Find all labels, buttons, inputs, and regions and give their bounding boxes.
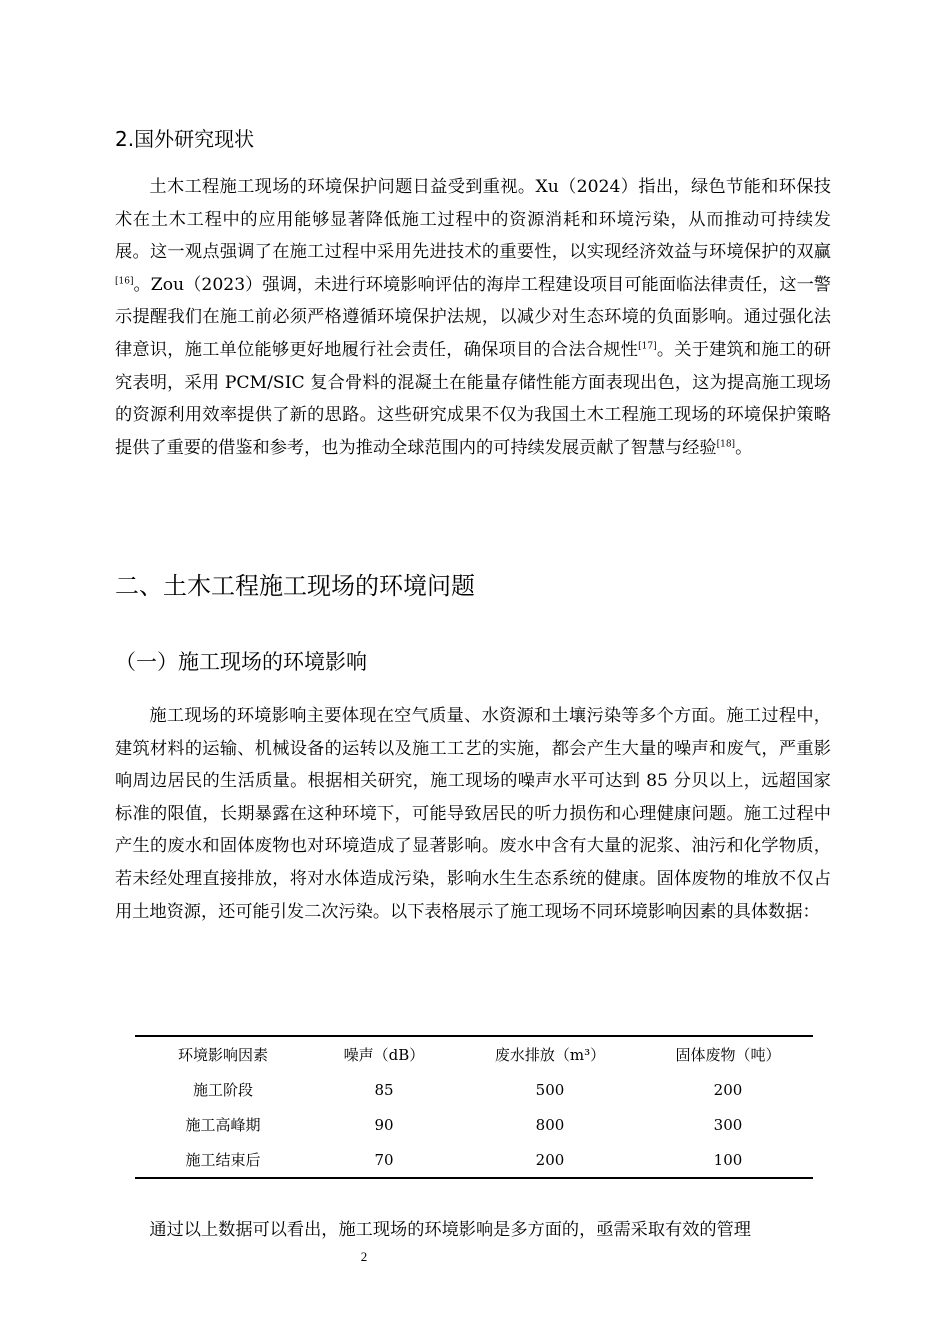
table-header-cell: 固体废物（吨）: [675, 1046, 781, 1064]
table-cell: 200: [535, 1150, 565, 1169]
table-cell: 90: [374, 1115, 394, 1134]
table-cell: 施工阶段: [192, 1081, 253, 1099]
paragraph-environment-impact: 施工现场的环境影响主要体现在空气质量、水资源和土壤污染等多个方面。施工过程中，建筑材料的运输、机械设备的运转以及施工工艺的实施，都会产生大量的噪声和废气，严重影响周边居民的生活质量。根据相关研究，施工现场的噪声水平可达到 85 分贝以上，远超国家标准的限值，长期暴露在这种环境下，可能导致居民的听力损伤和心理健康问题。施工过程中产生的废水和固体废物也对环境造成了显著影响。废水中含有大量的泥浆、油污和化学物质，若未经处理直接排放，将对水体造成污染，影响水生生态系统的健康。固体废物的堆放不仅占用土地资源，还可能引发二次污染。以下表格展示了施工现场不同环境影响因素的具体数据：: [115, 706, 831, 922]
impact-data-table: [135, 1035, 813, 1179]
table-cell: 200: [713, 1080, 743, 1099]
paragraph-text: 土木工程施工现场的环境保护问题日益受到重视。Xu（2024）指出，绿色节能和环保技术在土木工程中的应用能够显著降低施工过程中的资源消耗和环境污染，从而推动可持续发展。这一观点强调了在施工过程中采用先进技术的重要性，以实现经济效益与环境保护的双赢: [115, 177, 831, 263]
citation-ref: [18]: [716, 439, 736, 450]
table-cell: 70: [374, 1150, 394, 1169]
table-cell: 300: [713, 1115, 743, 1134]
table-header-row: [135, 1037, 813, 1072]
table-cell: 施工结束后: [185, 1151, 261, 1169]
table-cell: 800: [535, 1115, 565, 1134]
citation-ref: [17]: [638, 341, 657, 352]
paragraph-intl-research: [115, 171, 831, 464]
paragraph-text: 。: [735, 437, 753, 458]
table-row: [135, 1142, 813, 1177]
table-row: [135, 1072, 813, 1107]
section-heading-intl: 2.国外研究现状: [115, 127, 255, 151]
table-cell: 施工高峰期: [185, 1116, 261, 1134]
table-cell: 500: [535, 1080, 565, 1099]
citation-ref: [16]: [115, 276, 134, 287]
paragraph-closing: 通过以上数据可以看出，施工现场的环境影响是多方面的，亟需采取有效的管理: [149, 1220, 751, 1240]
table-header-cell: 环境影响因素: [177, 1046, 268, 1064]
table-row: [135, 1107, 813, 1142]
table-header-cell: 噪声（dB）: [343, 1046, 425, 1064]
page-number: 2: [360, 1249, 368, 1264]
paragraph-text: 。关于建筑和施工的研究表明，采用 PCM/SIC 复合骨料的混凝土在能量存储性能方面表现出色，这为提高施工现场的资源利用效率提供了新的思路。这些研究成果不仅为我国土木工程施工现场的环境保护策略提供了重要的借鉴和参考，也为推动全球范围内的可持续发展贡献了智慧与经验: [115, 339, 831, 458]
chapter-heading: 二、土木工程施工现场的环境问题: [115, 572, 475, 600]
paragraph-text: 。Zou（2023）强调，未进行环境影响评估的海岸工程建设项目可能面临法律责任，这一警示提醒我们在施工前必须严格遵循环境保护法规，以减少对生态环境的负面影响。通过强化法律意识，施工单位能够更好地履行社会责任，确保项目的合法合规性: [115, 274, 831, 360]
table-cell: 85: [374, 1080, 394, 1099]
table-cell: 100: [713, 1150, 743, 1169]
table-header-cell: 废水排放（m³）: [494, 1046, 606, 1064]
section-heading: （一）施工现场的环境影响: [115, 650, 367, 674]
